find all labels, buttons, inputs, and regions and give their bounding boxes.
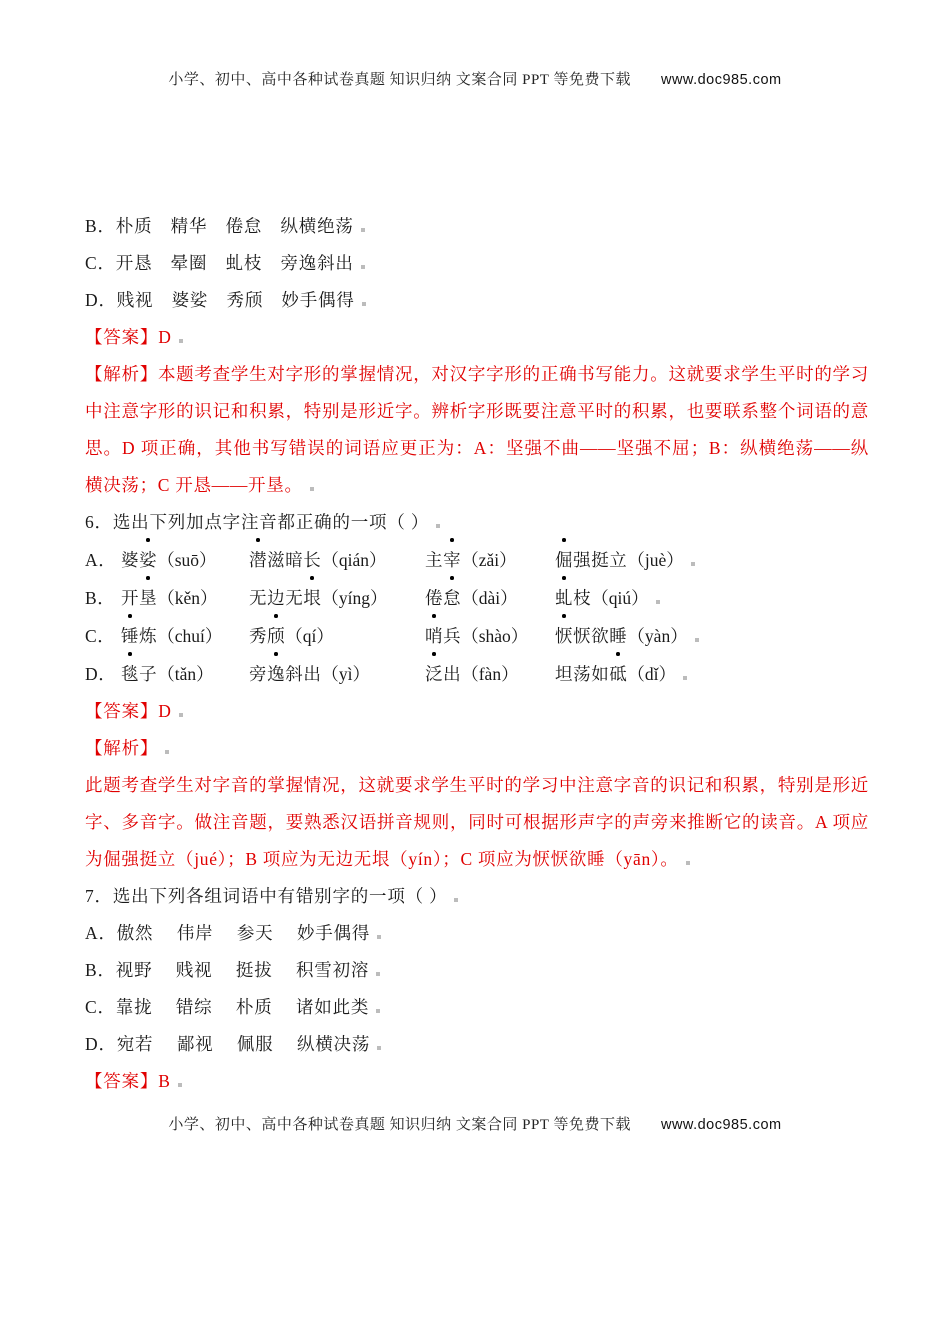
question-title-text: 6．选出下列加点字注音都正确的一项（ ） bbox=[85, 512, 430, 532]
q6-item bbox=[425, 541, 555, 579]
dotted-char: 泛 bbox=[425, 655, 443, 693]
paragraph-mark bbox=[377, 935, 381, 939]
paragraph-mark bbox=[683, 676, 687, 680]
question-title-text: 7．选出下列各组词语中有错别字的一项（ ） bbox=[85, 886, 448, 906]
q6-item bbox=[121, 541, 249, 579]
analysis-text: 此题考查学生对字音的掌握情况，这就要求学生平时的学习中注意字音的识记和积累，特别是形近字、多音字。做注音题，要熟悉汉语拼音规则，同时可根据形声字的声旁来推断它的读音。A 项应为倔强挺立（jué）；B 项应为无边无垠（yín）；C 项应为恹恹欲睡（yān）。 bbox=[85, 775, 869, 869]
pinyin: （dài） bbox=[461, 588, 518, 608]
word-pre: 开 bbox=[121, 588, 140, 608]
pinyin: （qiú） bbox=[591, 588, 649, 608]
word-pre: 秀 bbox=[249, 626, 268, 646]
q6-item bbox=[249, 655, 425, 693]
dotted-char: 恹 bbox=[555, 617, 573, 655]
word-post: 子 bbox=[139, 664, 158, 684]
dotted-char: 锤 bbox=[121, 617, 139, 655]
option-text: C．靠拢 错综 朴质 诸如此类 bbox=[85, 997, 370, 1017]
word-post: 恹欲睡 bbox=[573, 626, 628, 646]
q6-item bbox=[555, 541, 684, 579]
answer-value: D bbox=[158, 701, 172, 721]
word-post: 斜出 bbox=[285, 664, 322, 684]
word-pre: 倦 bbox=[425, 588, 444, 608]
answer-value: D bbox=[158, 327, 172, 347]
q6-item bbox=[121, 655, 249, 693]
dotted-char: 砥 bbox=[609, 655, 627, 693]
option-text: C．开恳 晕圈 虬枝 旁逸斜出 bbox=[85, 253, 354, 273]
option-text: B．视野 贱视 挺拔 积雪初溶 bbox=[85, 960, 370, 980]
dotted-char: 毯 bbox=[121, 655, 139, 693]
pinyin: （yì） bbox=[321, 664, 371, 684]
q5-option-d bbox=[85, 282, 869, 319]
paragraph-mark bbox=[178, 1083, 182, 1087]
q6-item bbox=[555, 617, 688, 655]
q6-item bbox=[425, 579, 555, 617]
q6-item bbox=[249, 617, 425, 655]
word-post: 炼 bbox=[139, 626, 158, 646]
dotted-char: 潜 bbox=[249, 541, 267, 579]
pinyin: （tǎn） bbox=[157, 664, 214, 684]
q7-title bbox=[85, 878, 869, 915]
pinyin: （shào） bbox=[461, 626, 529, 646]
q6-analysis-label-line bbox=[85, 730, 869, 767]
paragraph-mark bbox=[179, 713, 183, 717]
word-pre: 婆 bbox=[121, 550, 140, 570]
dotted-char: 垦 bbox=[139, 579, 157, 617]
pinyin: （juè） bbox=[627, 550, 684, 570]
option-text: A．傲然 伟岸 参天 妙手偶得 bbox=[85, 923, 371, 943]
page-footer bbox=[0, 1113, 950, 1134]
q7-answer-line bbox=[85, 1063, 869, 1100]
q6-title bbox=[85, 504, 869, 541]
pinyin: （chuí） bbox=[157, 626, 223, 646]
q7-option-b bbox=[85, 952, 869, 989]
option-text: B．朴质 精华 倦怠 纵横绝荡 bbox=[85, 216, 354, 236]
word-post: 滋暗长 bbox=[267, 550, 322, 570]
dotted-char: 宰 bbox=[443, 541, 461, 579]
dotted-char: 倔 bbox=[555, 541, 573, 579]
dotted-char: 娑 bbox=[139, 541, 157, 579]
option-label: B． bbox=[85, 588, 116, 608]
option-label: C． bbox=[85, 626, 116, 646]
word-pre: 无边无 bbox=[249, 588, 304, 608]
q7-option-c bbox=[85, 989, 869, 1026]
paragraph-mark bbox=[377, 1046, 381, 1050]
paragraph-mark bbox=[310, 487, 314, 491]
paragraph-mark bbox=[691, 562, 695, 566]
q6-item bbox=[249, 579, 425, 617]
footer-text: 小学、初中、高中各种试卷真题 知识归纳 文案合同 PPT 等免费下载 bbox=[168, 1117, 631, 1133]
analysis-label: 【解析】 bbox=[85, 738, 159, 758]
word-post: 强挺立 bbox=[573, 550, 628, 570]
q6-item bbox=[425, 655, 555, 693]
pinyin: （qí） bbox=[285, 626, 334, 646]
q7-option-d bbox=[85, 1026, 869, 1063]
pinyin: （fàn） bbox=[461, 664, 519, 684]
answer-label: 【答案】 bbox=[85, 327, 159, 347]
pinyin: （suō） bbox=[157, 550, 217, 570]
dotted-char: 哨 bbox=[425, 617, 443, 655]
q6-option-c bbox=[85, 617, 869, 655]
q6-answer-line bbox=[85, 693, 869, 730]
option-text: D．宛若 鄙视 佩服 纵横决荡 bbox=[85, 1034, 371, 1054]
footer-url: www.doc985.com bbox=[660, 1117, 782, 1133]
dotted-char: 虬 bbox=[555, 579, 573, 617]
paragraph-mark bbox=[165, 750, 169, 754]
word-pre: 主 bbox=[425, 550, 444, 570]
dotted-char: 颀 bbox=[267, 617, 285, 655]
paragraph-mark bbox=[436, 524, 440, 528]
word-post: 兵 bbox=[443, 626, 462, 646]
answer-label: 【答案】 bbox=[85, 1071, 159, 1091]
q7-option-a bbox=[85, 915, 869, 952]
q5-option-b bbox=[85, 208, 869, 245]
dotted-char: 垠 bbox=[303, 579, 321, 617]
q6-analysis bbox=[85, 767, 869, 878]
word-pre: 旁 bbox=[249, 664, 268, 684]
pinyin: （zǎi） bbox=[461, 550, 517, 570]
q6-item bbox=[121, 617, 249, 655]
paragraph-mark bbox=[686, 861, 690, 865]
q6-option-a bbox=[85, 541, 869, 579]
q6-item bbox=[555, 579, 649, 617]
q6-item bbox=[121, 579, 249, 617]
paragraph-mark bbox=[376, 1009, 380, 1013]
pinyin: （yàn） bbox=[627, 626, 688, 646]
word-pre: 坦荡如 bbox=[555, 664, 610, 684]
header-url: www.doc985.com bbox=[660, 72, 782, 88]
paragraph-mark bbox=[656, 600, 660, 604]
dotted-char: 逸 bbox=[267, 655, 285, 693]
q6-option-d bbox=[85, 655, 869, 693]
word-post: 出 bbox=[443, 664, 462, 684]
analysis-text: 本题考查学生对字形的掌握情况，对汉字字形的正确书写能力。这就要求学生平时的学习中注意字形的识记和积累，特别是形近字。辨析字形既要注意平时的积累，也要联系整个词语的意思。D 项正确，其他书写错误的词语应更正为：A：坚强不曲——坚强不屈；B：纵横绝荡——纵横决荡；C 开恳——开垦。 bbox=[85, 364, 869, 495]
paragraph-mark bbox=[361, 265, 365, 269]
option-label: D． bbox=[85, 664, 117, 684]
paragraph-mark bbox=[361, 228, 365, 232]
option-label: A． bbox=[85, 550, 117, 570]
q5-analysis bbox=[85, 356, 869, 504]
document-body bbox=[85, 208, 869, 1100]
q6-item bbox=[555, 655, 676, 693]
answer-label: 【答案】 bbox=[85, 701, 159, 721]
pinyin: （qián） bbox=[321, 550, 387, 570]
paragraph-mark bbox=[695, 638, 699, 642]
paragraph-mark bbox=[376, 972, 380, 976]
q5-answer-line bbox=[85, 319, 869, 356]
q5-option-c bbox=[85, 245, 869, 282]
option-text: D．贱视 婆娑 秀颀 妙手偶得 bbox=[85, 290, 355, 310]
q6-item bbox=[425, 617, 555, 655]
page-header bbox=[0, 68, 950, 89]
q6-option-b bbox=[85, 579, 869, 617]
pinyin: （dǐ） bbox=[627, 664, 677, 684]
q6-item bbox=[249, 541, 425, 579]
paragraph-mark bbox=[179, 339, 183, 343]
answer-value: B bbox=[158, 1071, 171, 1091]
pinyin: （kěn） bbox=[157, 588, 218, 608]
header-text: 小学、初中、高中各种试卷真题 知识归纳 文案合同 PPT 等免费下载 bbox=[168, 72, 631, 88]
dotted-char: 怠 bbox=[443, 579, 461, 617]
paragraph-mark bbox=[454, 898, 458, 902]
paragraph-mark bbox=[362, 302, 366, 306]
word-post: 枝 bbox=[573, 588, 592, 608]
analysis-label: 【解析】 bbox=[85, 364, 158, 384]
pinyin: （yíng） bbox=[321, 588, 388, 608]
